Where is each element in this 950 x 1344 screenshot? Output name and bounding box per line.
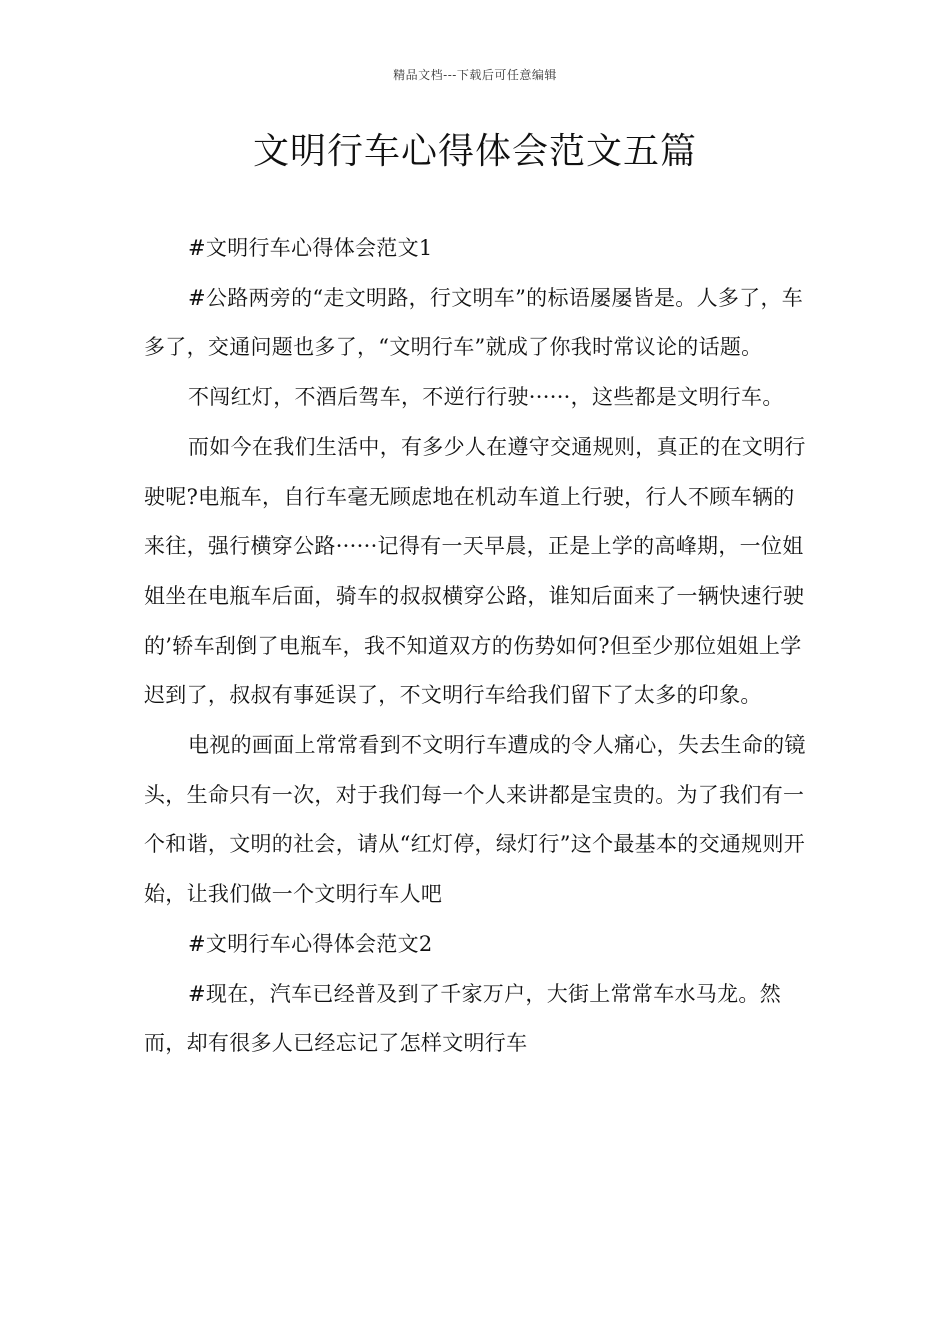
header-note: 精品文档---下载后可任意编辑 [393, 68, 557, 82]
document-title: 文明行车心得体会范文五篇 [252, 131, 697, 172]
paragraph: 电视的画面上常常看到不文明行车遭成的令人痛心，失去生命的镜头，生命只有一次，对于我们每一个人来讲都是宝贵的。为了我们有一个和谐，文明的社会，请从“红灯停，绿灯行”这个最基本的交通规则开始，让我们做一个文明行车人吧 [144, 733, 806, 907]
paragraph: 而如今在我们生活中，有多少人在遵守交通规则，真正的在文明行驶呢?电瓶车，自行车毫无顾虑地在机动车道上行驶，行人不顾车辆的来往，强行横穿公路······记得有一天早晨，正是上学的高峰期，一位姐姐坐在电瓶车后面，骑车的叔叔横穿公路，谁知后面来了一辆快速行驶的’轿车刮倒了电瓶车，我不知道双方的伤势如何?但至少那位姐姐上学迟到了，叔叔有事延误了，不文明行车给我们留下了太多的印象。 [144, 434, 806, 708]
section-heading-2: #文明行车心得体会范文2 [188, 931, 433, 956]
paragraph: 不闯红灯，不酒后驾车，不逆行行驶······，这些都是文明行车。 [188, 385, 784, 410]
section-heading-1: #文明行车心得体会范文1 [188, 236, 433, 260]
paragraph: #公路两旁的“走文明路，行文明车”的标语屡屡皆是。人多了，车多了，交通问题也多了，“文明行车”就成了你我时常议论的话题。 [144, 285, 804, 360]
document-body [144, 224, 809, 1069]
paragraph: #现在，汽车已经普及到了千家万户，大街上常常车水马龙。然而，却有很多人已经忘记了怎样文明行车 [144, 981, 781, 1056]
